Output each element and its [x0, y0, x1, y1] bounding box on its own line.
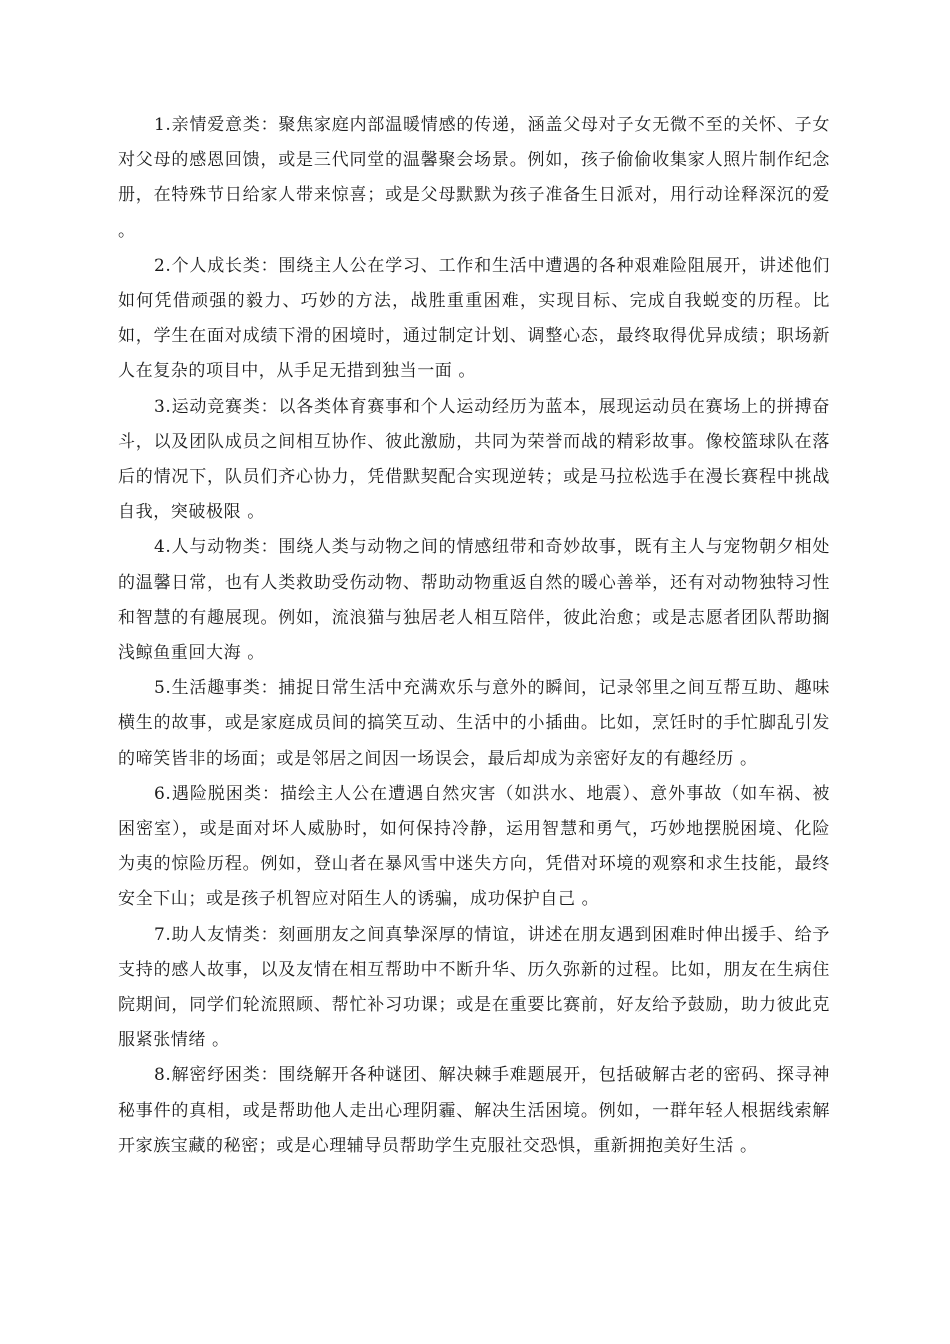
document-body [118, 108, 830, 1164]
paragraph-human-animal: 4.人与动物类：围绕人类与动物之间的情感纽带和奇妙故事，既有主人与宠物朝夕相处的温馨日常，也有人类救助受伤动物、帮助动物重返自然的暖心善举，还有对动物独特习性和智慧的有趣展现。例如，流浪猫与独居老人相互陪伴，彼此治愈；或是志愿者团队帮助搁浅鲸鱼重回大海 。 [118, 537, 830, 664]
paragraph-solve-mystery: 8.解密纾困类：围绕解开各种谜团、解决棘手难题展开，包括破解古老的密码、探寻神秘事件的真相，或是帮助他人走出心理阴霾、解决生活困境。例如，一群年轻人根据线索解开家族宝藏的秘密；或是心理辅导员帮助学生克服社交恐惧，重新拥抱美好生活 。 [118, 1065, 830, 1156]
paragraph-escape-danger: 6.遇险脱困类：描绘主人公在遭遇自然灾害（如洪水、地震）、意外事故（如车祸、被困密室），或是面对坏人威胁时，如何保持冷静，运用智慧和勇气，巧妙地摆脱困境、化险为夷的惊险历程。例如，登山者在暴风雪中迷失方向，凭借对环境的观察和求生技能，最终安全下山；或是孩子机智应对陌生人的诱骗，成功保护自己 。 [118, 783, 830, 910]
paragraph-personal-growth: 2.个人成长类：围绕主人公在学习、工作和生活中遭遇的各种艰难险阻展开，讲述他们如何凭借顽强的毅力、巧妙的方法，战胜重重困难，实现目标、完成自我蜕变的历程。比如，学生在面对成绩下滑的困境时，通过制定计划、调整心态，最终取得优异成绩；职场新人在复杂的项目中，从手足无措到独当一面 。 [118, 255, 830, 382]
paragraph-family-love: 1.亲情爱意类：聚焦家庭内部温暖情感的传递，涵盖父母对子女无微不至的关怀、子女对父母的感恩回馈，或是三代同堂的温馨聚会场景。例如，孩子偷偷收集家人照片制作纪念册，在特殊节日给家人带来惊喜；或是父母默默为孩子准备生日派对，用行动诠释深沉的爱 。 [118, 115, 830, 241]
paragraph-sports-competition: 3.运动竞赛类：以各类体育赛事和个人运动经历为蓝本，展现运动员在赛场上的拼搏奋斗，以及团队成员之间相互协作、彼此激励，共同为荣誉而战的精彩故事。像校篮球队在落后的情况下，队员们齐心协力，凭借默契配合实现逆转；或是马拉松选手在漫长赛程中挑战自我，突破极限 。 [118, 396, 830, 523]
paragraph-life-anecdotes: 5.生活趣事类：捕捉日常生活中充满欢乐与意外的瞬间，记录邻里之间互帮互助、趣味横生的故事，或是家庭成员间的搞笑互动、生活中的小插曲。比如，烹饪时的手忙脚乱引发的啼笑皆非的场面；或是邻居之间因一场误会，最后却成为亲密好友的有趣经历 。 [118, 678, 830, 769]
paragraph-friendship-help: 7.助人友情类：刻画朋友之间真挚深厚的情谊，讲述在朋友遇到困难时伸出援手、给予支持的感人故事，以及友情在相互帮助中不断升华、历久弥新的过程。比如，朋友在生病住院期间，同学们轮流照顾、帮忙补习功课；或是在重要比赛前，好友给予鼓励，助力彼此克服紧张情绪 。 [118, 924, 830, 1051]
